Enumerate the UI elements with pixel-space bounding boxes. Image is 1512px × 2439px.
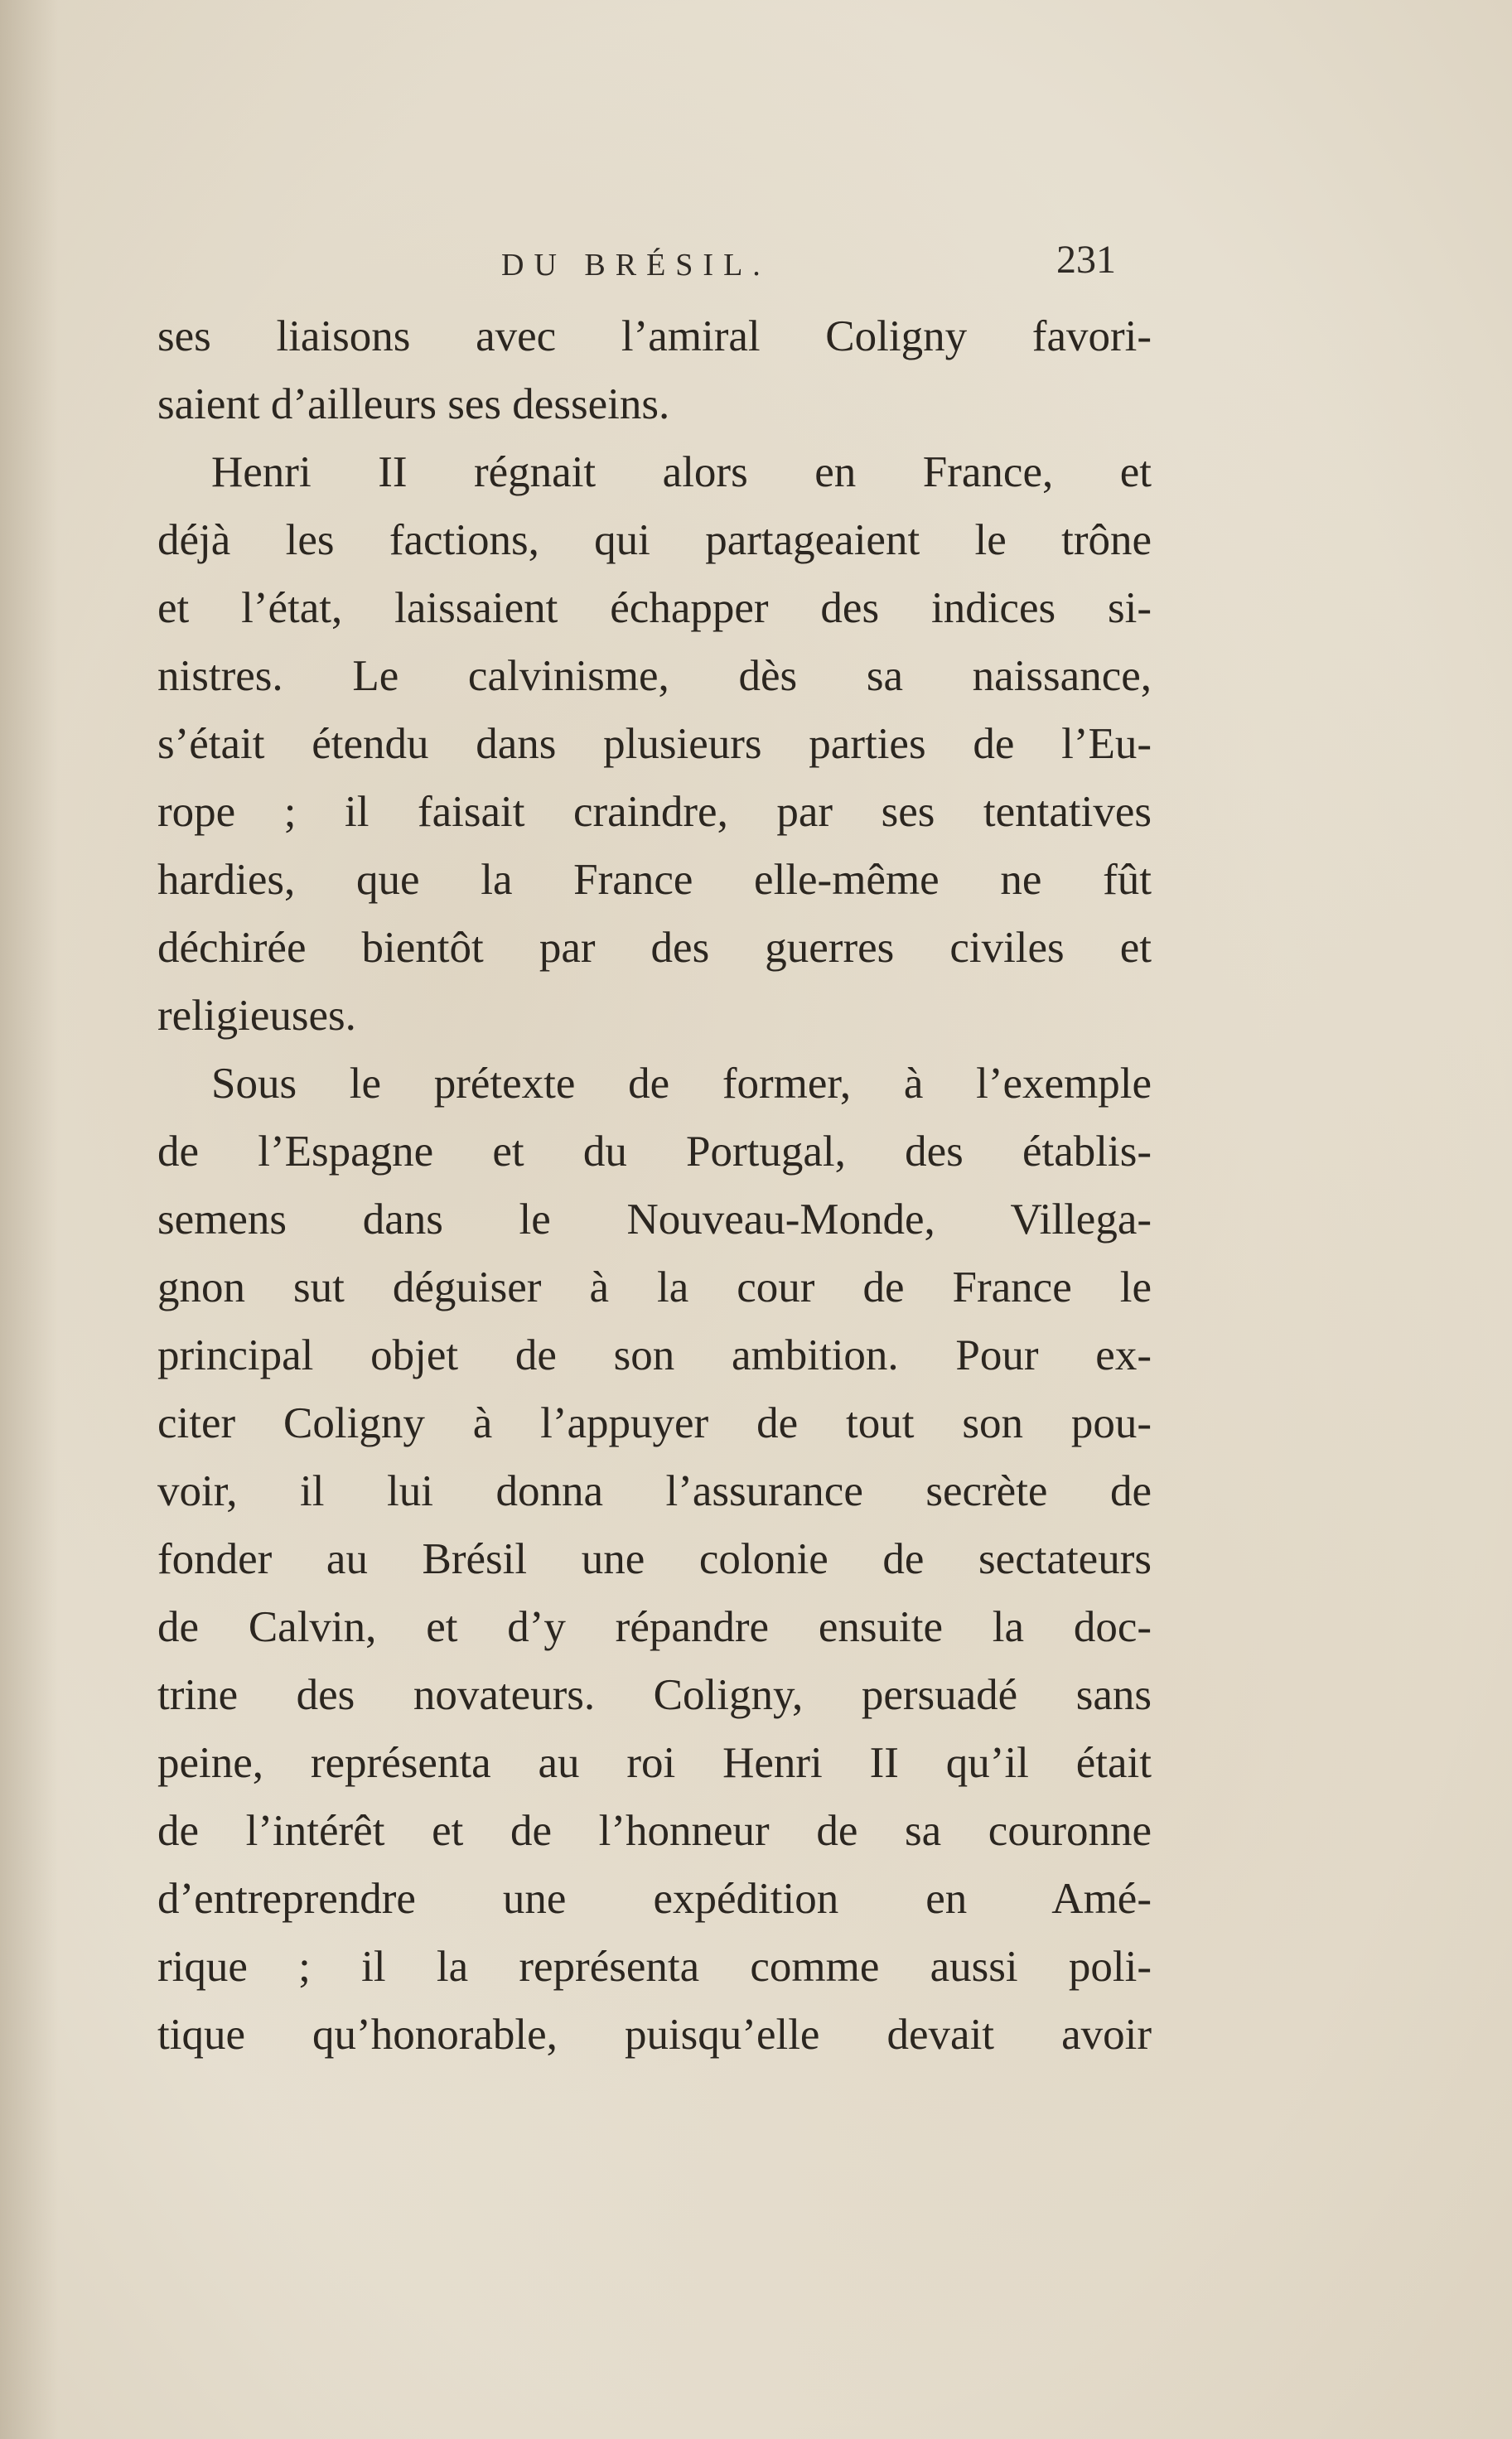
- text-line: principal objet de son ambition. Pour ex-: [157, 1331, 1152, 1379]
- text-line: déjà les factions, qui partageaient le trône: [157, 516, 1152, 564]
- text-line: voir, il lui donna l’assurance secrète de: [157, 1467, 1152, 1515]
- text-line: de l’intérêt et de l’honneur de sa couronne: [157, 1807, 1152, 1855]
- text-line: peine, représenta au roi Henri II qu’il était: [157, 1739, 1152, 1787]
- text-line: tique qu’honorable, puisqu’elle devait avoir: [157, 2011, 1152, 2059]
- text-line: fonder au Brésil une colonie de sectateurs: [157, 1535, 1152, 1583]
- text-line: s’était étendu dans plusieurs parties de l’Eu-: [157, 720, 1152, 768]
- text-line: de Calvin, et d’y répandre ensuite la doc-: [157, 1603, 1152, 1651]
- running-head: [157, 240, 1152, 290]
- page-number: 231: [1056, 238, 1116, 282]
- text-line: rope ; il faisait craindre, par ses tentatives: [157, 788, 1152, 836]
- text-line: d’entreprendre une expédition en Amé-: [157, 1875, 1152, 1923]
- text-line: Sous le prétexte de former, à l’exemple: [211, 1060, 1152, 1108]
- text-line: ses liaisons avec l’amiral Coligny favori-: [157, 312, 1152, 360]
- text-line: rique ; il la représenta comme aussi poli-: [157, 1943, 1152, 1991]
- text-line: religieuses.: [157, 992, 356, 1040]
- running-title: DU BRÉSIL.: [501, 248, 770, 283]
- text-line: déchirée bientôt par des guerres civiles et: [157, 924, 1152, 972]
- text-line: Henri II régnait alors en France, et: [211, 448, 1152, 496]
- text-line: gnon sut déguiser à la cour de France le: [157, 1263, 1152, 1311]
- text-line: citer Coligny à l’appuyer de tout son pou-: [157, 1399, 1152, 1447]
- text-line: semens dans le Nouveau-Monde, Villega-: [157, 1195, 1152, 1244]
- text-line: et l’état, laissaient échapper des indices si-: [157, 584, 1152, 632]
- text-line: hardies, que la France elle-même ne fût: [157, 856, 1152, 904]
- text-line: saient d’ailleurs ses desseins.: [157, 380, 670, 428]
- text-line: trine des novateurs. Coligny, persuadé sans: [157, 1671, 1152, 1719]
- body-text: [157, 302, 1152, 2069]
- page-gutter-shadow: [0, 0, 58, 2439]
- text-line: de l’Espagne et du Portugal, des établis-: [157, 1128, 1152, 1176]
- text-line: nistres. Le calvinisme, dès sa naissance,: [157, 652, 1152, 700]
